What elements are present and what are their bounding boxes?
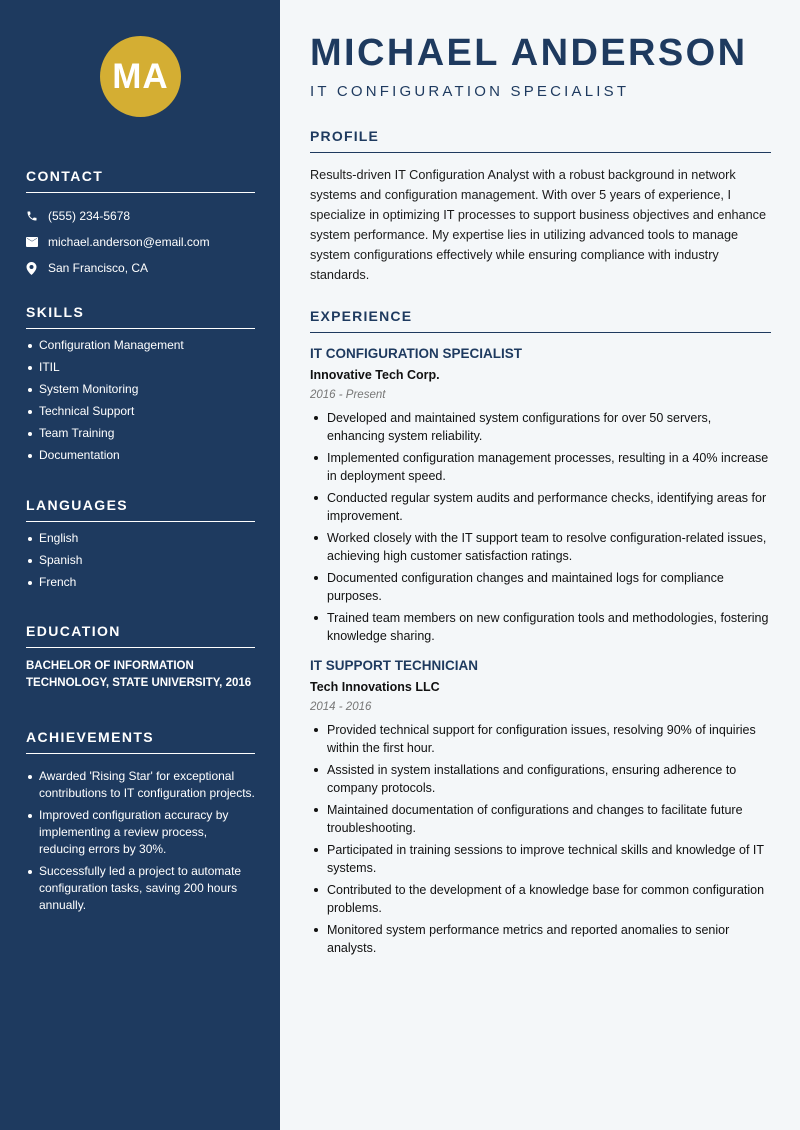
job-bullets	[310, 409, 771, 645]
phone-icon	[26, 210, 48, 222]
email-text: michael.anderson@email.com	[48, 235, 210, 249]
achievement-item: Awarded 'Rising Star' for exceptional contributions to IT configuration projects.	[26, 768, 255, 802]
job-bullet: Provided technical support for configuration issues, resolving 90% of inquiries within the first hour.	[310, 721, 771, 757]
job-entry	[310, 658, 771, 957]
contact-heading: CONTACT	[26, 168, 255, 193]
job-dates: 2014 - 2016	[310, 701, 372, 713]
education-degree: BACHELOR OF INFORMATION TECHNOLOGY, STATE UNIVERSITY, 2016	[26, 660, 252, 689]
contact-phone	[26, 203, 255, 229]
sidebar	[0, 0, 280, 1130]
job-bullet: Participated in training sessions to improve technical skills and knowledge of IT systems.	[310, 841, 771, 877]
job-bullet: Worked closely with the IT support team to resolve configuration-related issues, achieving high customer satisfaction ratings.	[310, 529, 771, 565]
experience-section	[310, 308, 771, 961]
achievement-item: Improved configuration accuracy by implementing a review process, reducing errors by 30%.	[26, 807, 255, 858]
job-bullet: Monitored system performance metrics and reported anomalies to senior analysts.	[310, 921, 771, 957]
contact-section	[26, 168, 255, 281]
job-title-header: IT CONFIGURATION SPECIALIST	[310, 83, 630, 100]
job-dates: 2016 - Present	[310, 389, 386, 401]
achievements-section	[26, 729, 255, 919]
job-bullet: Assisted in system installations and configurations, ensuring adherence to company protocols.	[310, 761, 771, 797]
achievement-item: Successfully led a project to automate configuration tasks, saving 200 hours annually.	[26, 863, 255, 914]
skill-item: System Monitoring	[26, 381, 255, 398]
job-title: IT SUPPORT TECHNICIAN	[310, 658, 479, 673]
location-pin-icon	[26, 262, 48, 275]
job-bullets	[310, 721, 771, 957]
job-title: IT CONFIGURATION SPECIALIST	[310, 346, 522, 361]
profile-section	[310, 128, 771, 285]
languages-section	[26, 497, 255, 596]
job-bullet: Implemented configuration management processes, resulting in a 40% increase in deployment speed.	[310, 449, 771, 485]
location-text: San Francisco, CA	[48, 261, 149, 275]
job-bullet: Maintained documentation of configurations and changes to facilitate future troubleshooting.	[310, 801, 771, 837]
job-entry	[310, 346, 771, 645]
education-heading: EDUCATION	[26, 623, 255, 648]
job-bullet: Trained team members on new configuration tools and methodologies, fostering knowledge sharing.	[310, 609, 771, 645]
email-icon	[26, 237, 48, 247]
skill-item: Configuration Management	[26, 337, 255, 354]
job-bullet: Conducted regular system audits and performance checks, identifying areas for improvement.	[310, 489, 771, 525]
language-item: Spanish	[26, 552, 255, 569]
job-bullet: Documented configuration changes and maintained logs for compliance purposes.	[310, 569, 771, 605]
language-item: English	[26, 530, 255, 547]
monogram-avatar: MA	[100, 36, 181, 117]
contact-email	[26, 229, 255, 255]
company-name: Tech Innovations LLC	[310, 680, 440, 694]
job-bullet: Contributed to the development of a knowledge base for common configuration problems.	[310, 881, 771, 917]
skill-item: Documentation	[26, 447, 255, 464]
skill-item: Technical Support	[26, 403, 255, 420]
language-item: French	[26, 574, 255, 591]
skills-heading: SKILLS	[26, 304, 255, 329]
phone-text: (555) 234-5678	[48, 209, 131, 223]
languages-list	[26, 530, 255, 591]
skill-item: Team Training	[26, 425, 255, 442]
candidate-name: MICHAEL ANDERSON	[310, 32, 748, 74]
contact-list	[26, 203, 255, 281]
profile-text: Results-driven IT Configuration Analyst with a robust background in network systems and configuration management. With over 5 years of experience, I specialize in optimizing IT processes to support business objectives and enhance system performance. My expertise lies in utilizing advanced tools to manage system configurations effectively while ensuring compliance with industry standards.	[310, 168, 767, 282]
contact-location	[26, 255, 255, 281]
skills-section	[26, 304, 255, 469]
achievements-heading: ACHIEVEMENTS	[26, 729, 255, 754]
job-bullet: Developed and maintained system configurations for over 50 servers, enhancing system reliability.	[310, 409, 771, 445]
experience-heading: EXPERIENCE	[310, 308, 771, 333]
profile-heading: PROFILE	[310, 128, 771, 153]
skill-item: ITIL	[26, 359, 255, 376]
education-section	[26, 623, 255, 692]
languages-heading: LANGUAGES	[26, 497, 255, 522]
skills-list	[26, 337, 255, 464]
company-name: Innovative Tech Corp.	[310, 368, 440, 382]
achievements-list	[26, 768, 255, 914]
